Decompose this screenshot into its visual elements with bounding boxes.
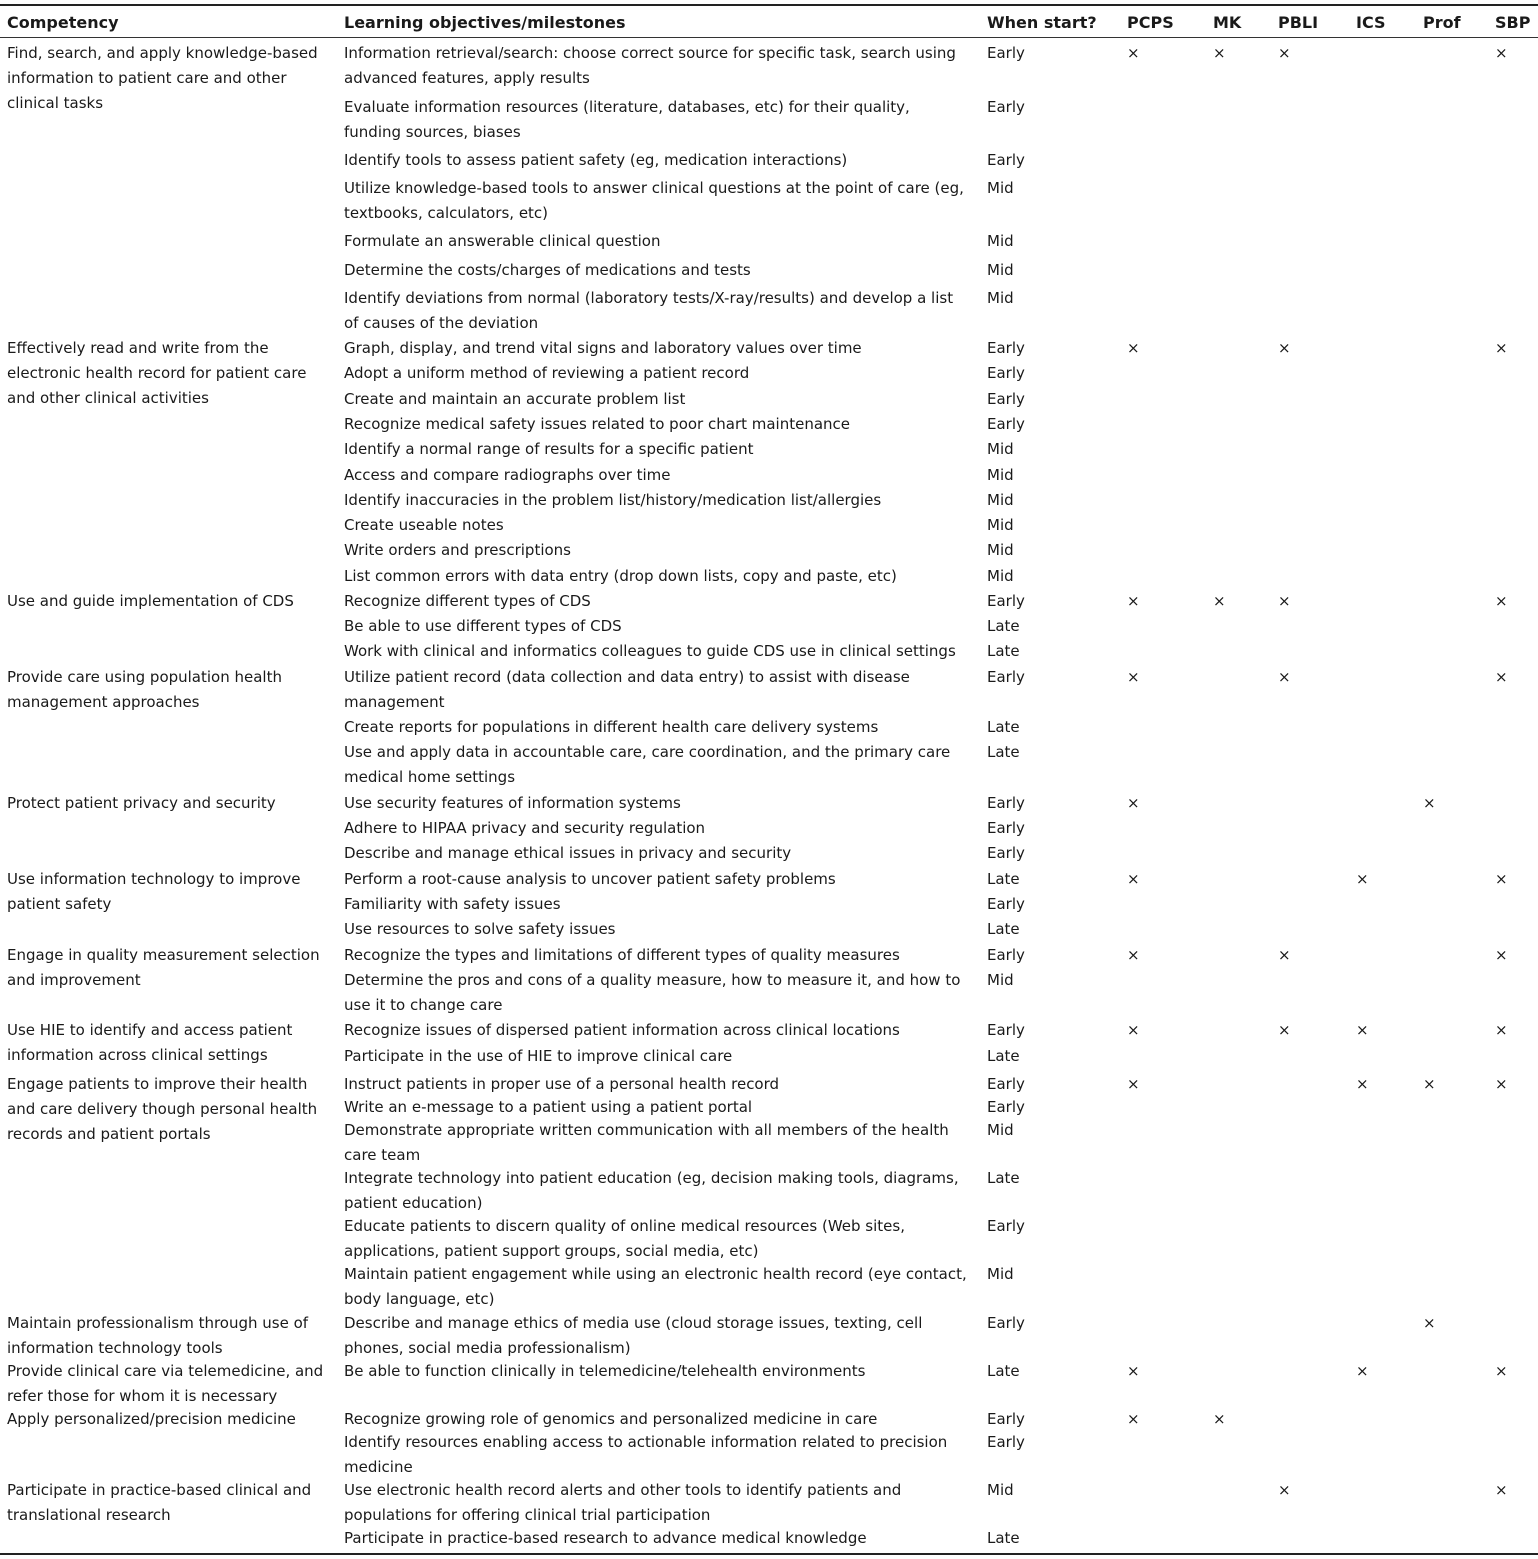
objective-cell: Identify resources enabling access to actionable information related to precision medicine bbox=[344, 1433, 948, 1476]
objective-cell: Maintain patient engagement while using an electronic health record (eye contact, body language, etc) bbox=[344, 1265, 967, 1308]
objective-cell: Information retrieval/search: choose correct source for specific task, search using advanced features, apply results bbox=[344, 44, 956, 87]
when-start-cell: Mid bbox=[987, 466, 1014, 484]
when-start-cell: Early bbox=[987, 592, 1025, 610]
objective-cell: Identify deviations from normal (laboratory tests/X-ray/results) and develop a list of causes of the deviation bbox=[344, 289, 954, 332]
mark-pcps: × bbox=[1127, 1362, 1140, 1380]
header-mk: MK bbox=[1213, 13, 1242, 32]
mark-sbp: × bbox=[1495, 668, 1508, 686]
when-start-cell: Late bbox=[987, 743, 1020, 761]
mark-mk: × bbox=[1213, 592, 1226, 610]
when-start-cell: Late bbox=[987, 718, 1020, 736]
competency-cell: Find, search, and apply knowledge-based information to patient care and other clinical tasks bbox=[7, 44, 318, 112]
table-bottom-rule bbox=[0, 1553, 1538, 1555]
objective-cell: Use resources to solve safety issues bbox=[344, 920, 616, 938]
mark-prof: × bbox=[1423, 1314, 1436, 1332]
competency-cell: Use HIE to identify and access patient information across clinical settings bbox=[7, 1021, 293, 1064]
objective-cell: Utilize patient record (data collection and data entry) to assist with disease management bbox=[344, 668, 910, 711]
when-start-cell: Early bbox=[987, 946, 1025, 964]
mark-ics: × bbox=[1356, 870, 1369, 888]
objective-cell: Demonstrate appropriate written communication with all members of the health care team bbox=[344, 1121, 949, 1164]
when-start-cell: Early bbox=[987, 1021, 1025, 1039]
mark-pcps: × bbox=[1127, 870, 1140, 888]
mark-pbli: × bbox=[1278, 946, 1291, 964]
when-start-cell: Late bbox=[987, 1362, 1020, 1380]
objective-cell: Educate patients to discern quality of online medical resources (Web sites, applications, patient support groups, social media, etc) bbox=[344, 1217, 905, 1260]
when-start-cell: Mid bbox=[987, 491, 1014, 509]
mark-pcps: × bbox=[1127, 1021, 1140, 1039]
when-start-cell: Mid bbox=[987, 440, 1014, 458]
mark-prof: × bbox=[1423, 1075, 1436, 1093]
objective-cell: Utilize knowledge-based tools to answer clinical questions at the point of care (eg, textbooks, calculators, etc) bbox=[344, 179, 964, 222]
mark-sbp: × bbox=[1495, 1362, 1508, 1380]
competency-cell: Apply personalized/precision medicine bbox=[7, 1410, 296, 1428]
when-start-cell: Early bbox=[987, 390, 1025, 408]
objective-cell: Identify a normal range of results for a specific patient bbox=[344, 440, 754, 458]
mark-pcps: × bbox=[1127, 946, 1140, 964]
objective-cell: Recognize different types of CDS bbox=[344, 592, 591, 610]
competency-cell: Engage patients to improve their health and care delivery though personal health records and patient portals bbox=[7, 1075, 318, 1143]
when-start-cell: Early bbox=[987, 1217, 1025, 1235]
when-start-cell: Mid bbox=[987, 261, 1014, 279]
competency-cell: Protect patient privacy and security bbox=[7, 794, 276, 812]
header-pcps: PCPS bbox=[1127, 13, 1174, 32]
when-start-cell: Mid bbox=[987, 567, 1014, 585]
when-start-cell: Early bbox=[987, 98, 1025, 116]
mark-sbp: × bbox=[1495, 870, 1508, 888]
mark-sbp: × bbox=[1495, 1075, 1508, 1093]
when-start-cell: Early bbox=[987, 1098, 1025, 1116]
header-pbli: PBLI bbox=[1278, 13, 1319, 32]
table-top-rule bbox=[0, 4, 1538, 6]
header-objectives: Learning objectives/milestones bbox=[344, 13, 626, 32]
header-when-start: When start? bbox=[987, 13, 1097, 32]
objective-cell: Write orders and prescriptions bbox=[344, 541, 571, 559]
when-start-cell: Early bbox=[987, 1075, 1025, 1093]
mark-pbli: × bbox=[1278, 668, 1291, 686]
objective-cell: Adhere to HIPAA privacy and security regulation bbox=[344, 819, 706, 837]
when-start-cell: Early bbox=[987, 844, 1025, 862]
objective-cell: Integrate technology into patient education (eg, decision making tools, diagrams, patient education) bbox=[344, 1169, 959, 1212]
mark-pcps: × bbox=[1127, 794, 1140, 812]
mark-pbli: × bbox=[1278, 1481, 1291, 1499]
competency-cell: Engage in quality measurement selection and improvement bbox=[7, 946, 320, 989]
mark-ics: × bbox=[1356, 1021, 1369, 1039]
mark-pcps: × bbox=[1127, 1410, 1140, 1428]
mark-pcps: × bbox=[1127, 668, 1140, 686]
objective-cell: Write an e-message to a patient using a patient portal bbox=[344, 1098, 753, 1116]
when-start-cell: Early bbox=[987, 819, 1025, 837]
objective-cell: Adopt a uniform method of reviewing a patient record bbox=[344, 364, 750, 382]
when-start-cell: Mid bbox=[987, 1121, 1014, 1139]
when-start-cell: Early bbox=[987, 151, 1025, 169]
mark-pcps: × bbox=[1127, 1075, 1140, 1093]
objective-cell: Describe and manage ethical issues in privacy and security bbox=[344, 844, 792, 862]
objective-cell: Access and compare radiographs over time bbox=[344, 466, 671, 484]
when-start-cell: Late bbox=[987, 1047, 1020, 1065]
when-start-cell: Late bbox=[987, 870, 1020, 888]
mark-prof: × bbox=[1423, 794, 1436, 812]
when-start-cell: Early bbox=[987, 1410, 1025, 1428]
objective-cell: Evaluate information resources (literature, databases, etc) for their quality, funding sources, biases bbox=[344, 98, 910, 141]
competency-cell: Maintain professionalism through use of information technology tools bbox=[7, 1314, 309, 1357]
when-start-cell: Early bbox=[987, 339, 1025, 357]
mark-ics: × bbox=[1356, 1075, 1369, 1093]
when-start-cell: Mid bbox=[987, 971, 1014, 989]
header-ics: ICS bbox=[1356, 13, 1386, 32]
when-start-cell: Early bbox=[987, 668, 1025, 686]
when-start-cell: Mid bbox=[987, 516, 1014, 534]
objective-cell: Identify inaccuracies in the problem list/history/medication list/allergies bbox=[344, 491, 882, 509]
objective-cell: Create and maintain an accurate problem list bbox=[344, 390, 686, 408]
when-start-cell: Early bbox=[987, 794, 1025, 812]
objective-cell: Determine the pros and cons of a quality measure, how to measure it, and how to use it to change care bbox=[344, 971, 961, 1014]
when-start-cell: Early bbox=[987, 895, 1025, 913]
mark-pcps: × bbox=[1127, 592, 1140, 610]
when-start-cell: Late bbox=[987, 617, 1020, 635]
mark-mk: × bbox=[1213, 1410, 1226, 1428]
mark-ics: × bbox=[1356, 1362, 1369, 1380]
objective-cell: Graph, display, and trend vital signs and laboratory values over time bbox=[344, 339, 862, 357]
when-start-cell: Late bbox=[987, 1529, 1020, 1547]
when-start-cell: Mid bbox=[987, 179, 1014, 197]
objective-cell: Familiarity with safety issues bbox=[344, 895, 561, 913]
when-start-cell: Mid bbox=[987, 1265, 1014, 1283]
mark-sbp: × bbox=[1495, 592, 1508, 610]
competency-cell: Use and guide implementation of CDS bbox=[7, 592, 294, 610]
mark-sbp: × bbox=[1495, 1481, 1508, 1499]
header-sbp: SBP bbox=[1495, 13, 1531, 32]
when-start-cell: Early bbox=[987, 415, 1025, 433]
objective-cell: Participate in the use of HIE to improve clinical care bbox=[344, 1047, 733, 1065]
mark-sbp: × bbox=[1495, 1021, 1508, 1039]
header-competency: Competency bbox=[7, 13, 119, 32]
objective-cell: Describe and manage ethics of media use (cloud storage issues, texting, cell phones, social media professionalism) bbox=[344, 1314, 923, 1357]
when-start-cell: Late bbox=[987, 1169, 1020, 1187]
objective-cell: Create reports for populations in different health care delivery systems bbox=[344, 718, 879, 736]
objective-cell: Work with clinical and informatics colleagues to guide CDS use in clinical settings bbox=[344, 642, 956, 660]
when-start-cell: Early bbox=[987, 364, 1025, 382]
objective-cell: Recognize the types and limitations of different types of quality measures bbox=[344, 946, 900, 964]
when-start-cell: Mid bbox=[987, 289, 1014, 307]
competency-cell: Effectively read and write from the electronic health record for patient care and other clinical activities bbox=[7, 339, 307, 407]
objective-cell: Recognize growing role of genomics and personalized medicine in care bbox=[344, 1410, 878, 1428]
header-prof: Prof bbox=[1423, 13, 1461, 32]
when-start-cell: Late bbox=[987, 920, 1020, 938]
mark-mk: × bbox=[1213, 44, 1226, 62]
mark-sbp: × bbox=[1495, 946, 1508, 964]
when-start-cell: Early bbox=[987, 1314, 1025, 1332]
mark-pbli: × bbox=[1278, 339, 1291, 357]
when-start-cell: Late bbox=[987, 642, 1020, 660]
objective-cell: Recognize medical safety issues related to poor chart maintenance bbox=[344, 415, 851, 433]
objective-cell: Be able to use different types of CDS bbox=[344, 617, 622, 635]
competency-cell: Use information technology to improve patient safety bbox=[7, 870, 301, 913]
mark-sbp: × bbox=[1495, 339, 1508, 357]
objective-cell: Use electronic health record alerts and other tools to identify patients and populations for offering clinical trial participation bbox=[344, 1481, 902, 1524]
competency-cell: Provide care using population health management approaches bbox=[7, 668, 282, 711]
objective-cell: Create useable notes bbox=[344, 516, 504, 534]
when-start-cell: Mid bbox=[987, 232, 1014, 250]
mark-pbli: × bbox=[1278, 44, 1291, 62]
competency-cell: Provide clinical care via telemedicine, and refer those for whom it is necessary bbox=[7, 1362, 324, 1405]
header-rule bbox=[0, 37, 1538, 38]
competency-cell: Participate in practice-based clinical and translational research bbox=[7, 1481, 312, 1524]
objective-cell: Identify tools to assess patient safety (eg, medication interactions) bbox=[344, 151, 848, 169]
when-start-cell: Mid bbox=[987, 541, 1014, 559]
mark-pcps: × bbox=[1127, 339, 1140, 357]
objective-cell: List common errors with data entry (drop down lists, copy and paste, etc) bbox=[344, 567, 897, 585]
objective-cell: Perform a root-cause analysis to uncover patient safety problems bbox=[344, 870, 836, 888]
objective-cell: Formulate an answerable clinical question bbox=[344, 232, 661, 250]
objective-cell: Instruct patients in proper use of a personal health record bbox=[344, 1075, 780, 1093]
objective-cell: Determine the costs/charges of medications and tests bbox=[344, 261, 751, 279]
when-start-cell: Mid bbox=[987, 1481, 1014, 1499]
mark-pcps: × bbox=[1127, 44, 1140, 62]
objective-cell: Recognize issues of dispersed patient information across clinical locations bbox=[344, 1021, 900, 1039]
mark-sbp: × bbox=[1495, 44, 1508, 62]
objective-cell: Participate in practice-based research to advance medical knowledge bbox=[344, 1529, 867, 1547]
objective-cell: Be able to function clinically in telemedicine/telehealth environments bbox=[344, 1362, 866, 1380]
when-start-cell: Early bbox=[987, 44, 1025, 62]
mark-pbli: × bbox=[1278, 1021, 1291, 1039]
mark-pbli: × bbox=[1278, 592, 1291, 610]
when-start-cell: Early bbox=[987, 1433, 1025, 1451]
objective-cell: Use and apply data in accountable care, care coordination, and the primary care medical home settings bbox=[344, 743, 951, 786]
objective-cell: Use security features of information systems bbox=[344, 794, 681, 812]
